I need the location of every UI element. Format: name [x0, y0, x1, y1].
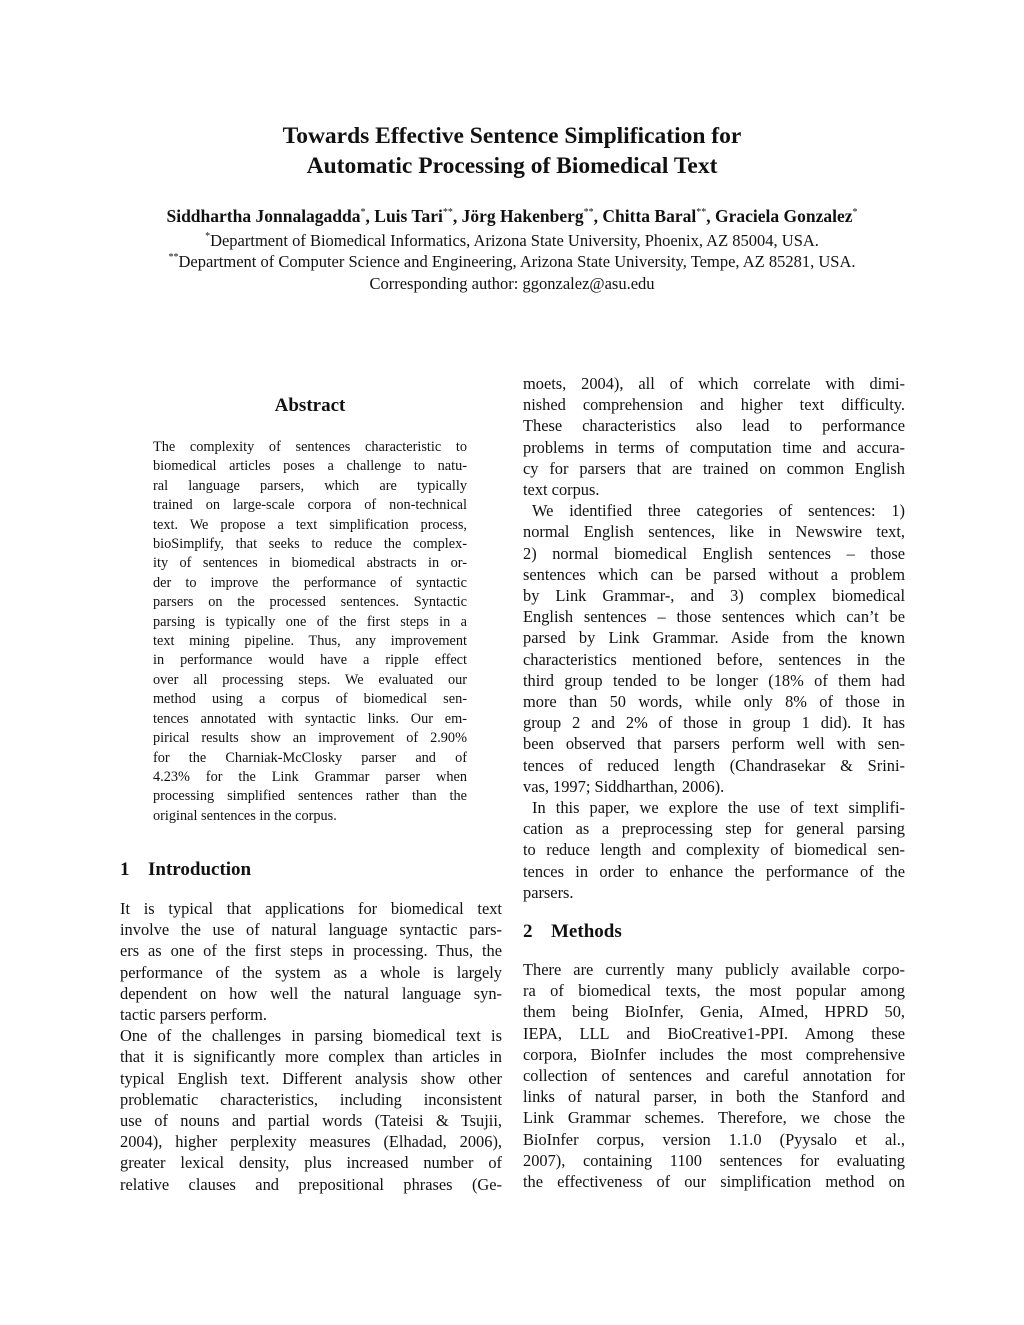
abstract-line: in performance would have a ripple effect: [153, 652, 467, 669]
abstract-line: text. We propose a text simplification process,: [153, 516, 467, 533]
body-line: parsers.: [523, 882, 574, 902]
affiliation-text: Department of Computer Science and Engineering, Arizona State University, Tempe, AZ 85281, USA.: [178, 252, 856, 271]
body-line: that it is significantly more complex than articles in: [120, 1047, 502, 1067]
body-line: by Link Grammar-, and 3) complex biomedical: [523, 586, 905, 606]
body-line: In this paper, we explore the use of text simplifi-: [532, 798, 905, 818]
abstract-line: parsers on the processed sentences. Syntactic: [153, 594, 467, 611]
body-line: tences of reduced length (Chandrasekar & Srini-: [523, 755, 905, 775]
affiliation: [0, 230, 1024, 251]
abstract-line: der to improve the performance of syntactic: [153, 574, 467, 591]
body-line: relative clauses and prepositional phrases (Ge-: [120, 1174, 502, 1194]
body-line: problems in terms of computation time and accura-: [523, 437, 905, 457]
body-line: text corpus.: [523, 480, 600, 500]
body-line: dependent on how well the natural language syn-: [120, 983, 502, 1003]
body-line: problematic characteristics, including inconsistent: [120, 1089, 502, 1109]
abstract-body: [153, 438, 467, 826]
body-line: Link Grammar schemes. Therefore, we chose the: [523, 1108, 905, 1128]
author-mark: **: [442, 207, 453, 218]
title-line: Towards Effective Sentence Simplification for: [282, 123, 742, 149]
section-heading-introduction: [120, 858, 251, 882]
right-column-body: [523, 373, 905, 903]
body-line: normal English sentences, like in Newswire text,: [523, 522, 905, 542]
body-line: sentences which can be parsed without a problem: [523, 564, 905, 584]
body-line: These characteristics also lead to performance: [523, 416, 905, 436]
section-title: Introduction: [148, 859, 252, 880]
abstract-line: for the Charniak-McClosky parser and of: [153, 749, 467, 766]
methods-body: [523, 959, 905, 1192]
author-mark: *: [852, 207, 858, 218]
body-line: vas, 1997; Siddharthan, 2006).: [523, 776, 725, 796]
abstract-line: bioSimplify, that seeks to reduce the complex-: [153, 536, 467, 553]
abstract-line: ral language parsers, which are typically: [153, 477, 467, 494]
body-line: moets, 2004), all of which correlate with dimi-: [523, 374, 905, 393]
body-line: BioInfer corpus, version 1.1.0 (Pyysalo et al.,: [523, 1129, 905, 1149]
body-line: tactic parsers perform.: [120, 1005, 267, 1025]
body-line: English sentences – those sentences which can’t be: [523, 607, 905, 627]
body-line: cy for parsers that are trained on common English: [523, 458, 905, 478]
body-line: IEPA, LLL and BioCreative1-PPI. Among these: [523, 1023, 905, 1043]
section-title: Methods: [551, 921, 622, 942]
abstract-line: 4.23% for the Link Grammar parser when: [153, 768, 467, 785]
abstract-line: parsing is typically one of the first steps in a: [153, 613, 467, 630]
body-line: performance of the system as a whole is largely: [120, 962, 502, 982]
abstract-line: over all processing steps. We evaluated our: [153, 671, 467, 688]
body-line: more than 50 words, while only 8% of those in: [523, 692, 905, 712]
title-line: Automatic Processing of Biomedical Text: [306, 153, 718, 179]
body-line: group 2 and 2% of those in group 1 did). It has: [523, 713, 905, 733]
abstract-line: pirical results show an improvement of 2.90%: [153, 730, 467, 747]
body-line: characteristics mentioned before, sentences in the: [523, 649, 905, 669]
abstract-line: tences annotated with syntactic links. Our em-: [153, 710, 467, 727]
abstract-line: trained on large-scale corpora of non-technical: [153, 497, 467, 514]
author-name: Chitta Baral: [602, 206, 697, 226]
body-line: collection of sentences and careful annotation for: [523, 1066, 905, 1086]
author-mark: **: [696, 207, 707, 218]
author-list: Siddhartha Jonnalagadda*, Luis Tari**, Jörg Hakenberg**, Chitta Baral**, Graciela Gonzalez*: [166, 206, 858, 226]
body-line: tences in order to enhance the performance of the: [523, 861, 905, 881]
body-line: typical English text. Different analysis show other: [120, 1068, 502, 1088]
abstract-line: ity of sentences in biomedical abstracts in or-: [153, 555, 467, 572]
affiliation-mark: **: [168, 252, 179, 263]
affiliation-mark: *: [205, 231, 211, 242]
author-name: Siddhartha Jonnalagadda: [166, 206, 361, 226]
body-line: use of nouns and partial words (Tateisi & Tsujii,: [120, 1111, 502, 1131]
abstract-heading: Abstract: [274, 395, 346, 416]
body-line: links of natural parser, in both the Stanford and: [523, 1087, 905, 1107]
section-heading-methods: [523, 920, 622, 944]
body-line: third group tended to be longer (18% of them had: [523, 670, 905, 690]
body-line: nished comprehension and higher text difficulty.: [523, 395, 905, 415]
body-line: involve the use of natural language syntactic pars-: [120, 920, 502, 940]
abstract-line: method using a corpus of biomedical sen-: [153, 691, 467, 708]
section-number: 2: [523, 921, 533, 942]
affiliation: [0, 251, 1024, 272]
body-line: One of the challenges in parsing biomedical text is: [120, 1026, 502, 1046]
abstract-line: biomedical articles poses a challenge to natu-: [153, 458, 467, 475]
abstract-line: original sentences in the corpus.: [153, 807, 337, 824]
body-line: parsed by Link Grammar. Aside from the known: [523, 628, 905, 648]
body-line: greater lexical density, plus increased number of: [120, 1153, 502, 1173]
paper-title: [0, 121, 1024, 181]
author-mark: **: [583, 207, 594, 218]
body-line: There are currently many publicly available corpo-: [523, 960, 905, 979]
body-line: 2004), higher perplexity measures (Elhadad, 2006),: [120, 1132, 502, 1152]
body-line: the effectiveness of our simplification method on: [523, 1172, 905, 1192]
author-name: Luis Tari: [374, 206, 443, 226]
abstract-line: The complexity of sentences characteristic to: [153, 439, 467, 455]
body-line: It is typical that applications for biomedical text: [120, 899, 502, 918]
introduction-body: [120, 898, 502, 1195]
body-line: corpora, BioInfer includes the most comprehensive: [523, 1044, 905, 1064]
section-number: 1: [120, 859, 130, 880]
body-line: to reduce length and complexity of biomedical sen-: [523, 840, 905, 860]
abstract-line: processing simplified sentences rather than the: [153, 788, 467, 805]
corresponding-author: Corresponding author: ggonzalez@asu.edu: [369, 274, 655, 293]
author-name: Jörg Hakenberg: [461, 206, 584, 226]
abstract-line: text mining pipeline. Thus, any improvement: [153, 633, 467, 650]
body-line: ers as one of the first steps in processing. Thus, the: [120, 941, 502, 961]
body-line: cation as a preprocessing step for general parsing: [523, 819, 905, 839]
body-line: been observed that parsers perform well with sen-: [523, 734, 905, 754]
body-line: ra of biomedical texts, the most popular among: [523, 981, 905, 1001]
body-line: 2007), containing 1100 sentences for evaluating: [523, 1150, 905, 1170]
body-line: 2) normal biomedical English sentences – those: [523, 543, 905, 563]
affiliation-text: Department of Biomedical Informatics, Arizona State University, Phoenix, AZ 85004, USA.: [210, 231, 819, 250]
author-mark: *: [360, 207, 366, 218]
body-line: We identified three categories of sentences: 1): [532, 501, 905, 521]
author-name: Graciela Gonzalez: [714, 206, 853, 226]
body-line: them being BioInfer, Genia, AImed, HPRD 50,: [523, 1002, 905, 1022]
